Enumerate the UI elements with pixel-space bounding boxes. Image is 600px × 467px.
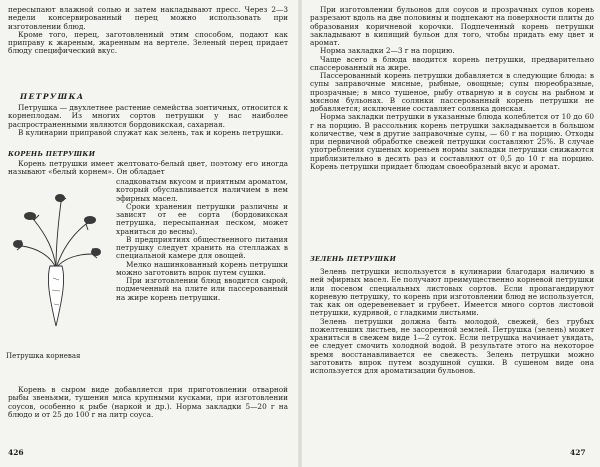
paragraph: Норма закладки 2—3 г на порцию. — [320, 46, 455, 56]
left-intro-text — [8, 160, 288, 177]
book-gutter — [298, 0, 302, 467]
left-page — [0, 0, 296, 467]
right-page — [304, 0, 600, 467]
paragraph: При изготовлении блюд вводится сырой, подмеченный на плите или пассерованный на жире корень петрушки. — [116, 276, 288, 302]
paragraph: сладковатым вкусом и приятным ароматом, который обуславливается наличием в нем эфирных масел. — [116, 177, 288, 203]
left-bottom-text — [8, 386, 288, 419]
paragraph: Корень петрушки имеет желтовато-белый цвет, поэтому его иногда называют «белый корнем». Он обладает — [8, 159, 288, 177]
paragraph: Пассерованный корень петрушки добавляется в следующие блюда: в супы заправочные мясные, рыбные, овощные; супы пюреобразные, прозрачные; в мясо тушеное, рыбу отварную и в соусы на рыбном и мясном бульонах. В солянки пассерованный корень петрушки не добавляется; исключение составляет солянка донская. — [310, 71, 594, 113]
page-number: 426 — [8, 448, 24, 457]
page-number: 427 — [570, 448, 586, 457]
paragraph: Сроки хранения петрушки различны и зависят от ее сорта (бордовикская петрушка, пересыпанная песком, может храниться до весны). — [116, 201, 288, 236]
paragraph: Мелко нашинкованный корень петрушки можно заготовить впрок путем сушки. — [116, 259, 288, 277]
image-caption: Петрушка корневая — [6, 352, 81, 360]
paragraph: При изготовлении бульонов для соусов и прозрачных супов корень разрезают вдоль на две половины и подпекают на поверхности плиты до образования коричневой корочки. Подпеченный корень петрушки закладывают в кипящий бульон для того, чтобы придать ему цвет и аромат. — [310, 5, 594, 47]
paragraph: В предприятиях общественного питания петрушку следует хранить на стеллажах в специальной камере для овощей. — [116, 234, 288, 261]
paragraph: Петрушка — двухлетнее растение семейства зонтичных, относится к корнеплодам. Из многих сортов петрушки у нас наиболее распространенными являются бордовикская, сахарная. — [8, 103, 288, 129]
paragraph: Корень в сыром виде добавляется при приготовлении отварной рыбы звеньями, тушения мяса крупными кусками, при изготовлении соусов, особенно к рыбе (наркой и др.). Норма закладки 5—20 г на блюдо и от 25 до 100 г на литр соуса. — [8, 385, 288, 419]
paragraph: пересыпают влажной солью и затем накладывают пресс. Через 2—3 недели консервированный перец можно использовать при изготовлении блюд. — [8, 5, 288, 31]
paragraph: Зелень петрушки должна быть молодой, свежей, без грубых пожелтевших листьев, не засоренной землей. Петрушка (зелень) может храниться в свежем виде 1—2 суток. Если петрушка начинает увядать, ее следует смочить холодной водой. В результате этого на некоторое время восстанавливается ее свежесть. Зелень петрушки можно заготовить впрок путем воздушной сушки. В сушеном виде она используется для ароматизации бульонов. — [310, 316, 594, 375]
subheading: ЗЕЛЕНЬ ПЕТРУШКИ — [310, 255, 397, 263]
right-top-text — [310, 6, 594, 171]
section-heading: ПЕТРУШКА — [20, 92, 85, 101]
left-top-text — [8, 6, 288, 56]
parsley-root-illustration — [6, 180, 106, 330]
paragraph: Чаще всего в блюда вводится корень петрушки, предварительно спассерованный на жире. — [310, 54, 594, 72]
left-column-text — [116, 178, 288, 302]
paragraph: В кулинарии приправой служат как зелень, так и корень петрушки. — [18, 127, 284, 137]
paragraph: Кроме того, перец, заготовленный этим способом, подают как приправу к жареным, жаренным на вертеле. Зеленый перец придает блюду специфический вкус. — [8, 29, 288, 56]
paragraph: Зелень петрушки используется в кулинарии благодаря наличию в ней эфирных масел. Ее получают преимущественно корневой петрушки или посевом специальных листовых сортов. Если пропагандируют корневую петрушку, то корень при изготовлении блюд не используется, так как он одеревеневает и грубеет. Имеется много сортов листовой петрушки, кудрявой, с гладкими листьями. — [310, 267, 594, 318]
left-section-text — [8, 104, 288, 137]
paragraph: Норма закладки петрушки в указанные блюда колеблется от 10 до 60 г на порцию. В рассольник корень петрушки закладывается в большом количестве, чем в другие заправочные супы, — 60 г на порцию. Отходы при первичной обработке свежей петрушки составляют 25%. В случае употребления сушеных кореньев нормы закладки петрушки снижаются приблизительно в десять раз и составляют от 0,5 до 10 г на порцию. Корень петрушки придает блюдам своеобразный вкус и аромат. — [310, 112, 594, 171]
right-bottom-text — [310, 268, 594, 375]
subheading: КОРЕНЬ ПЕТРУШКИ — [8, 150, 96, 158]
